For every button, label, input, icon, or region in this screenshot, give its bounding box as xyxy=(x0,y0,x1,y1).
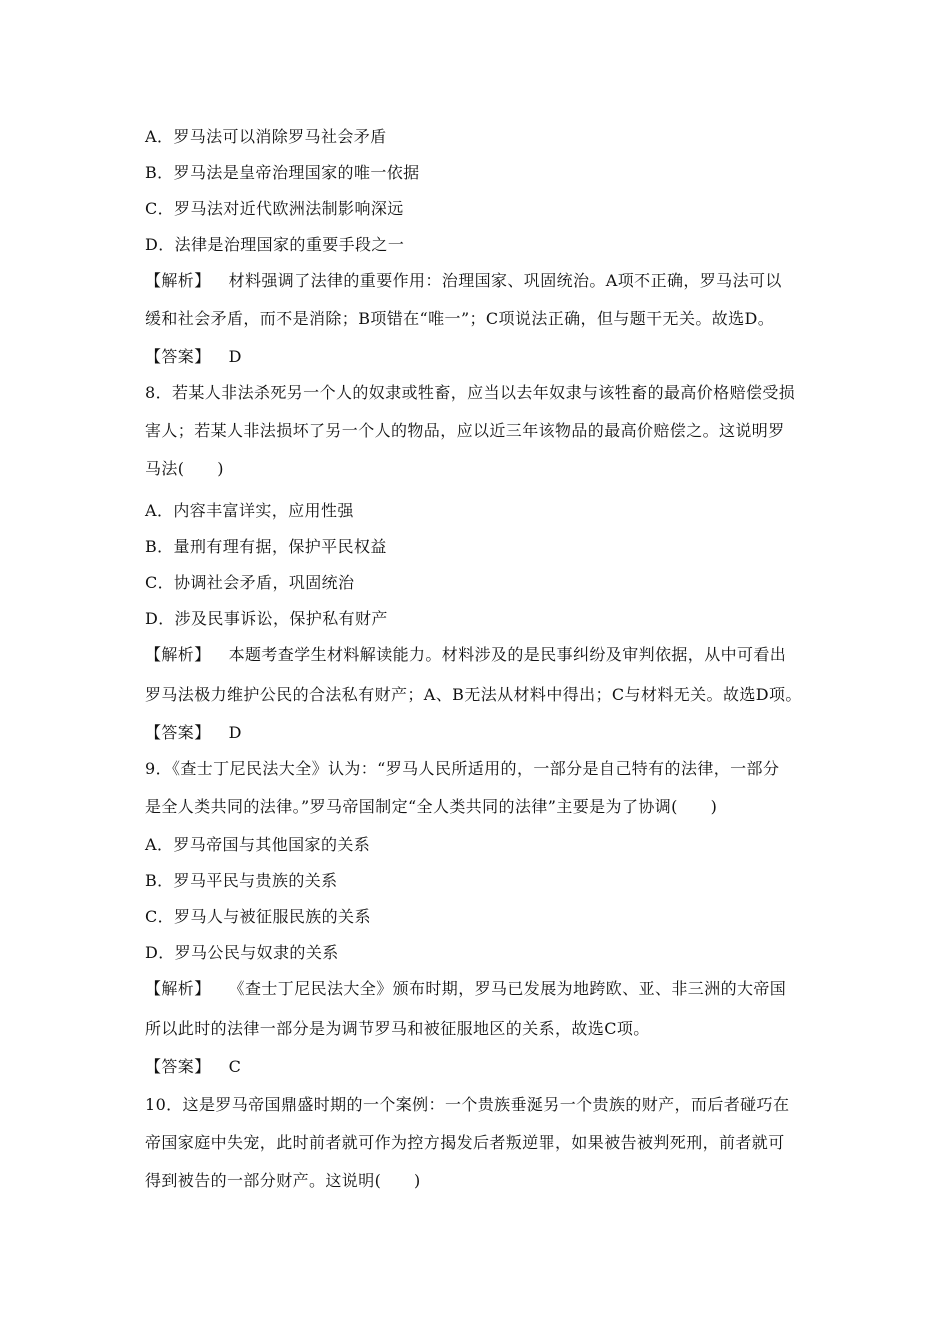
q7-answer-line xyxy=(145,346,815,368)
q9-stem-line-2: 是全人类共同的法律。”罗马帝国制定“全人类共同的法律”主要是为了协调( ) xyxy=(145,797,718,816)
q9-analysis-line-1 xyxy=(145,978,815,1000)
q9-option-d: D．罗马公民与奴隶的关系 xyxy=(145,943,339,962)
q8-option-a: A．内容丰富详实，应用性强 xyxy=(145,501,354,520)
q7-answer-label: 【答案】 xyxy=(145,347,211,366)
q8-stem-line-2: 害人；若某人非法损坏了另一个人的物品，应以近三年该物品的最高价赔偿之。这说明罗 xyxy=(145,421,785,440)
q9-answer-line xyxy=(145,1056,815,1078)
q8-stem-line-1: 8．若某人非法杀死另一个人的奴隶或牲畜，应当以去年奴隶与该牲畜的最高价格赔偿受损 xyxy=(145,383,796,402)
q8-answer-value: D xyxy=(228,723,242,742)
q8-option-b: B．量刑有理有据，保护平民权益 xyxy=(145,537,387,556)
q8-analysis-line-2: 罗马法极力维护公民的合法私有财产；A、B无法从材料中得出；C与材料无关。故选D项。 xyxy=(145,685,802,704)
q10-stem-line-1: 10．这是罗马帝国鼎盛时期的一个案例：一个贵族垂涎另一个贵族的财产，而后者碰巧在 xyxy=(145,1095,790,1114)
q7-analysis-line-2: 缓和社会矛盾，而不是消除；B项错在“唯一”；C项说法正确，但与题干无关。故选D。 xyxy=(145,309,775,328)
q9-option-a: A．罗马帝国与其他国家的关系 xyxy=(145,835,371,854)
q8-analysis-label: 【解析】 xyxy=(145,645,211,664)
q9-option-c: C．罗马人与被征服民族的关系 xyxy=(145,907,371,926)
q8-answer-line xyxy=(145,722,815,744)
q7-option-a: A．罗马法可以消除罗马社会矛盾 xyxy=(145,127,387,146)
q9-answer-value: C xyxy=(228,1057,242,1076)
q8-stem-line-3: 马法( ) xyxy=(145,459,224,478)
q9-analysis-label: 【解析】 xyxy=(145,979,211,998)
q10-stem-line-2: 帝国家庭中失宠，此时前者就可作为控方揭发后者叛逆罪，如果被告被判死刑，前者就可 xyxy=(145,1133,785,1152)
q9-answer-label: 【答案】 xyxy=(145,1057,211,1076)
q10-stem-line-3: 得到被告的一部分财产。这说明( ) xyxy=(145,1171,421,1190)
q9-stem-line-1: 9．《查士丁尼民法大全》认为：“罗马人民所适用的，一部分是自己特有的法律，一部分 xyxy=(145,759,780,778)
q9-analysis-line-2: 所以此时的法律一部分是为调节罗马和被征服地区的关系，故选C项。 xyxy=(145,1019,650,1038)
q7-option-b: B．罗马法是皇帝治理国家的唯一依据 xyxy=(145,163,420,182)
q7-analysis-text-1: 材料强调了法律的重要作用：治理国家、巩固统治。A项不正确，罗马法可以 xyxy=(228,271,782,290)
q8-analysis-text-1: 本题考查学生材料解读能力。材料涉及的是民事纠纷及审判依据，从中可看出 xyxy=(228,645,787,664)
q7-option-d: D．法律是治理国家的重要手段之一 xyxy=(145,235,405,254)
q7-answer-value: D xyxy=(228,347,242,366)
q7-analysis-line-1 xyxy=(145,270,815,292)
q9-option-b: B．罗马平民与贵族的关系 xyxy=(145,871,338,890)
q8-analysis-line-1 xyxy=(145,644,815,666)
q8-option-d: D．涉及民事诉讼，保护私有财产 xyxy=(145,609,388,628)
q8-option-c: C．协调社会矛盾，巩固统治 xyxy=(145,573,355,592)
q9-analysis-text-1: 《查士丁尼民法大全》颁布时期，罗马已发展为地跨欧、亚、非三洲的大帝国 xyxy=(228,979,787,998)
q7-analysis-label: 【解析】 xyxy=(145,271,211,290)
q8-answer-label: 【答案】 xyxy=(145,723,211,742)
q7-option-c: C．罗马法对近代欧洲法制影响深远 xyxy=(145,199,404,218)
